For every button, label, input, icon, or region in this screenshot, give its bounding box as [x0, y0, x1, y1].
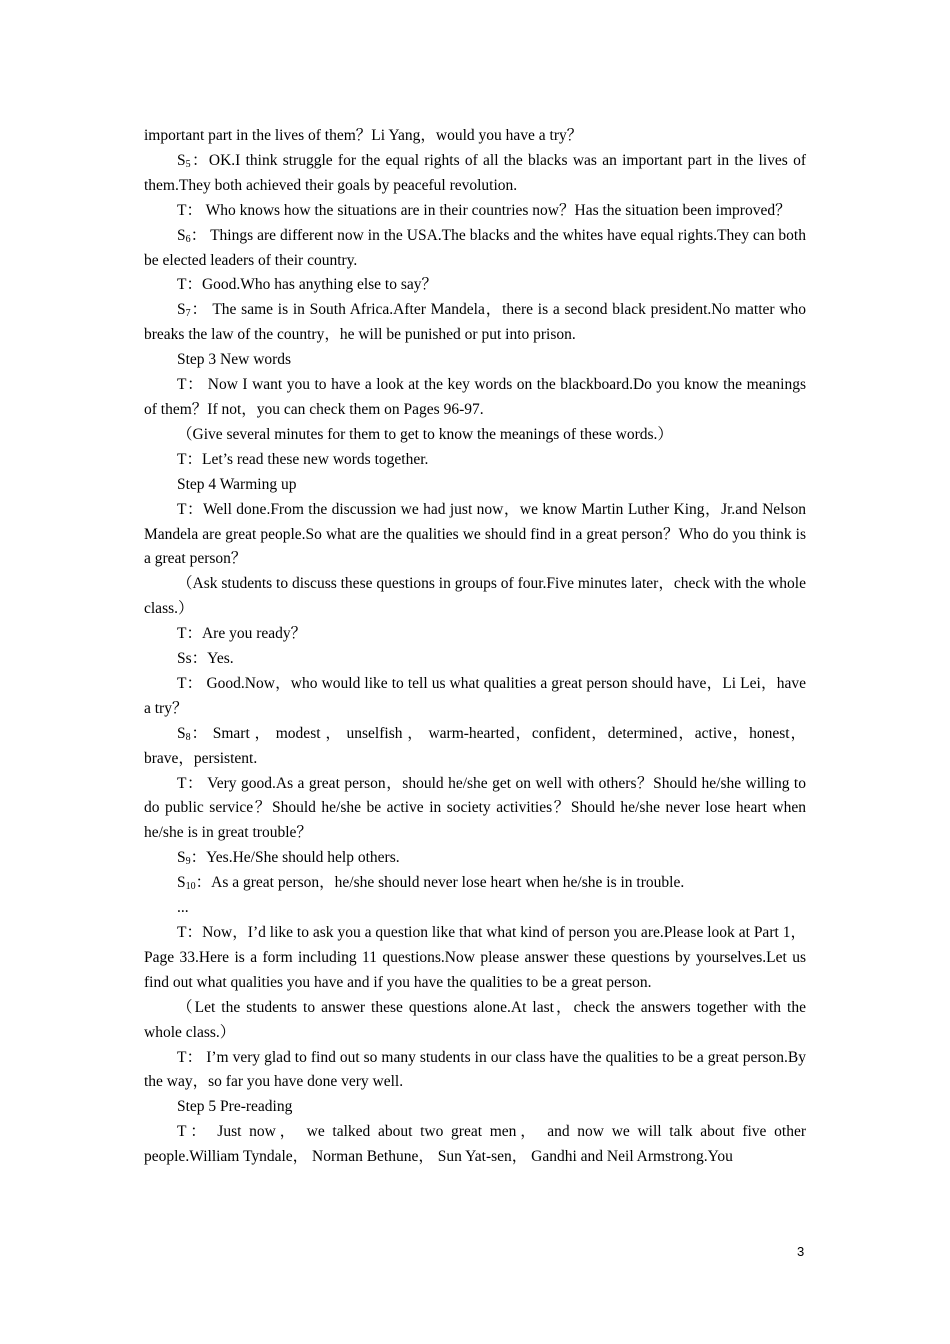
speaker-separator: ：	[186, 924, 203, 941]
paragraph-text: （Ask students to discuss these questions in groups of four.Five minutes later，check with the whole class.）	[144, 575, 806, 618]
page-number: 3	[797, 1244, 805, 1259]
speaker-label: S	[177, 301, 186, 319]
paragraph	[144, 896, 806, 921]
speaker-number: 9	[185, 856, 191, 868]
paragraph	[144, 473, 806, 498]
speaker-separator: ：	[186, 201, 202, 219]
speaker-number: 6	[185, 233, 191, 245]
paragraph	[144, 199, 806, 224]
speaker-label: S	[177, 226, 186, 244]
speaker-number: 5	[185, 158, 191, 170]
paragraph-text: Things are different now in the USA.The blacks and the whites have equal rights.They can both be elected leaders of their country.	[144, 226, 806, 269]
paragraph-text: OK.I think struggle for the equal rights of all the blacks was an important part in the lives of them.They both achieved their goals by peaceful revolution.	[144, 151, 806, 194]
paragraph-text: Now I want you to have a look at the key words on the blackboard.Do you know the meanings of them？If not，you can check them on Pages 96-97.	[144, 376, 806, 418]
paragraph	[144, 722, 806, 772]
speaker-separator: ：	[186, 1123, 210, 1141]
speaker-label: Ss	[177, 650, 192, 668]
paragraph-text: Good.Now，who would like to tell us what qualities a great person should have，Li Lei，have a try？	[144, 674, 806, 717]
speaker-label: T	[177, 450, 187, 468]
speaker-label: T	[177, 1123, 187, 1141]
paragraph	[144, 871, 806, 896]
speaker-separator: ：	[190, 226, 207, 244]
paragraph	[144, 448, 806, 473]
speaker-number: 8	[185, 731, 191, 743]
paragraph	[144, 622, 806, 647]
speaker-separator: ：	[186, 674, 203, 692]
paragraph-text: As a great person，he/she should never lose heart when he/she is in trouble.	[211, 874, 685, 892]
paragraph-text: The same is in South Africa.After Mandela，there is a second black president.No matter who breaks the law of the country，he will be punished or put into prison.	[144, 301, 806, 344]
speaker-number: 10	[185, 881, 196, 893]
speaker-label: T	[177, 625, 187, 643]
paragraph-text: ...	[177, 899, 189, 917]
speaker-label: T	[177, 376, 187, 394]
speaker-separator: ：	[190, 301, 208, 319]
paragraph-text: Now，I’d like to ask you a question like that what kind of person you are.Please look at Part 1，Page 33.Here is a form including 11 questions.Now please answer these questions by yourselves.Let us find out what qualities you have and if you have the qualities to be a great person.	[144, 924, 806, 991]
paragraph	[144, 647, 806, 672]
paragraph-text: Step 4 Warming up	[177, 475, 297, 493]
paragraph	[144, 273, 806, 298]
paragraph	[144, 846, 806, 871]
paragraph-text: Let’s read these new words together.	[201, 450, 429, 468]
speaker-separator: ：	[190, 724, 208, 742]
paragraph	[144, 498, 806, 573]
speaker-separator: ：	[191, 650, 208, 668]
speaker-number: 7	[185, 308, 191, 320]
speaker-label: S	[177, 849, 186, 867]
speaker-separator: ：	[190, 151, 209, 169]
speaker-label: T	[177, 674, 187, 692]
paragraph	[144, 996, 806, 1046]
paragraph-text: Very good.As a great person，should he/she get on well with others？Should he/she willing to do public service？Should he/she be active in society activities？Should he/she never lose heart when he/she is in great trouble？	[144, 774, 806, 842]
speaker-label: T	[177, 201, 187, 219]
paragraph-text: （Give several minutes for them to get to know the meanings of these words.）	[177, 425, 673, 443]
speaker-separator: ：	[186, 774, 204, 792]
paragraph-text: Step 3 New words	[177, 351, 292, 369]
speaker-label: T	[177, 774, 187, 792]
speaker-separator: ：	[190, 849, 207, 867]
speaker-label: T	[177, 276, 187, 294]
speaker-label: T	[177, 1048, 187, 1066]
document-body	[144, 124, 806, 1170]
paragraph-text: Who knows how the situations are in their countries now？Has the situation been improved？	[201, 201, 791, 219]
paragraph-text: Well done.From the discussion we had just now，we know Martin Luther King，Jr.and Nelson Mandela are great people.So what are the qualities we should find in a great person？Who do you think is a great person？	[144, 500, 806, 568]
paragraph	[144, 1120, 806, 1170]
paragraph	[144, 772, 806, 847]
paragraph-text: important part in the lives of them？Li Yang，would you have a try？	[144, 127, 583, 144]
paragraph	[144, 572, 806, 622]
paragraph	[144, 1095, 806, 1120]
speaker-separator: ：	[186, 625, 202, 643]
speaker-separator: ：	[186, 276, 202, 294]
paragraph-text: （Let the students to answer these questions alone.At last，check the answers together with the whole class.）	[144, 998, 806, 1041]
paragraph	[144, 373, 806, 423]
paragraph-text: Good.Who has anything else to say？	[201, 276, 438, 294]
paragraph	[144, 224, 806, 274]
speaker-label: T	[177, 500, 187, 518]
paragraph-text: Yes.He/She should help others.	[206, 849, 400, 867]
paragraph	[144, 1046, 806, 1096]
paragraph	[144, 124, 806, 149]
paragraph-text: Step 5 Pre-reading	[177, 1098, 293, 1116]
speaker-label: S	[177, 874, 186, 892]
speaker-separator: ：	[186, 376, 204, 394]
paragraph-text: Smart ， modest ， unselfish ， warm-hearted，confident，determined，active，honest，brave，persistent.	[144, 724, 806, 767]
paragraph	[144, 423, 806, 448]
speaker-separator: ：	[195, 874, 212, 892]
speaker-separator: ：	[186, 1048, 203, 1066]
speaker-separator: ：	[186, 500, 204, 518]
paragraph	[144, 149, 806, 199]
speaker-label: T	[177, 924, 187, 941]
paragraph	[144, 298, 806, 348]
paragraph	[144, 672, 806, 722]
paragraph-text: Just now， we talked about two great men， and now we will talk about five other people.William Tyndale， Norman Bethune， Sun Yat-sen， Gandhi and Neil Armstrong.You	[144, 1123, 806, 1166]
paragraph	[144, 921, 806, 996]
speaker-separator: ：	[186, 450, 202, 468]
paragraph-text: Are you ready？	[201, 625, 307, 643]
paragraph	[144, 348, 806, 373]
paragraph-text: Yes.	[207, 650, 234, 668]
speaker-label: S	[177, 151, 186, 169]
paragraph-text: I’m very glad to find out so many students in our class have the qualities to be a great person.By the way，so far you have done very well.	[144, 1048, 806, 1091]
speaker-label: S	[177, 724, 186, 742]
